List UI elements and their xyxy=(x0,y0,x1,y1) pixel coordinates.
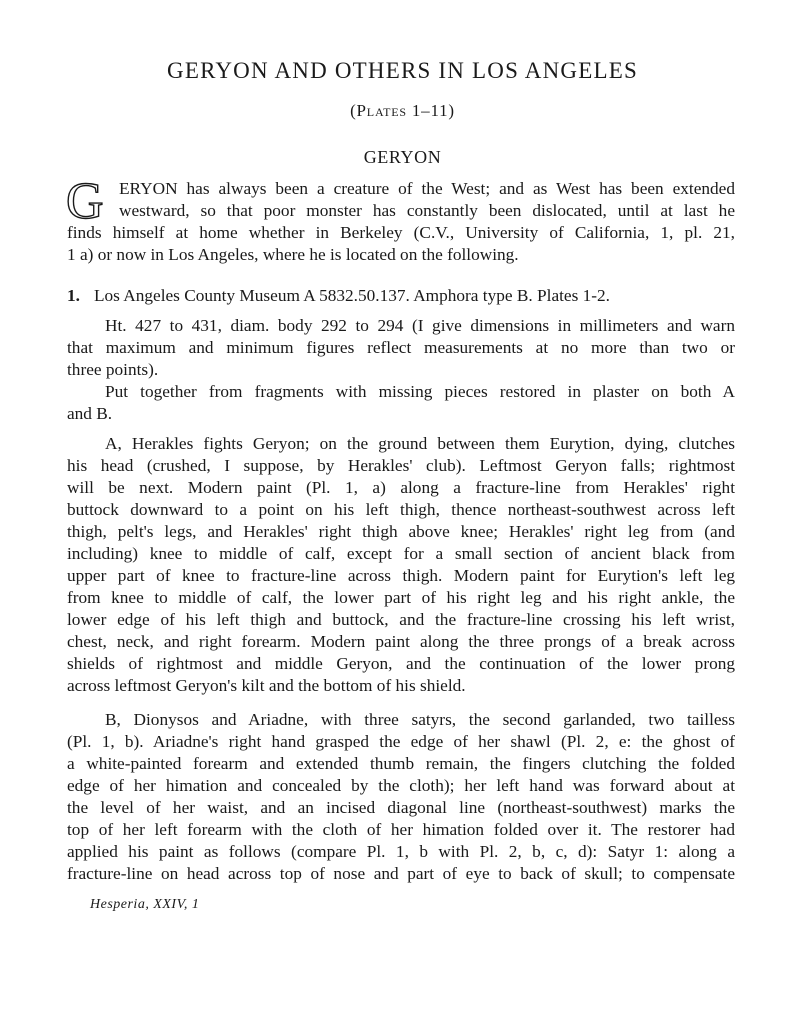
side-a-line: will be next. Modern paint (Pl. 1, a) along a fracture-line from Herakles' right xyxy=(67,478,735,497)
intro-line: finds himself at home whether in Berkeley (C.V., University of California, 1, pl. 21, xyxy=(67,223,735,242)
plates-reference: (Plates 1–11) xyxy=(350,101,455,120)
side-b-line: applied his paint as follows (compare Pl. 1, b with Pl. 2, b, c, d): Satyr 1: along a xyxy=(67,842,735,861)
side-b-line: a white-painted forearm and extended thumb remain, the fingers clutching the folded xyxy=(67,754,735,773)
side-b-line: (Pl. 1, b). Ariadne's right hand grasped the edge of her shawl (Pl. 2, e: the ghost of xyxy=(67,732,735,751)
side-a-line: A, Herakles fights Geryon; on the ground between them Eurytion, dying, clutches xyxy=(105,434,735,453)
side-b-line: the level of her waist, and an incised diagonal line (northeast-southwest) marks the xyxy=(67,798,735,817)
side-a-line: buttock downward to a point on his left thigh, thence northeast-southwest across left xyxy=(67,500,735,519)
fragments-line: Put together from fragments with missing pieces restored in plaster on both A xyxy=(105,382,735,401)
fragments-line: and B. xyxy=(67,404,113,423)
entry-number: 1. xyxy=(67,286,80,305)
dimensions-line: that maximum and minimum figures reflect measurements at no more than two or xyxy=(67,338,735,357)
intro-line: ERYON has always been a creature of the West; and as West has been extended xyxy=(119,179,735,198)
side-a-line: thigh, pelt's legs, and Herakles' right thigh above knee; Herakles' right leg from (and xyxy=(67,522,735,541)
article-title: GERYON AND OTHERS IN LOS ANGELES xyxy=(167,58,638,83)
side-b-line: B, Dionysos and Ariadne, with three satyrs, the second garlanded, two tailless xyxy=(105,710,735,729)
side-a-line: upper part of knee to fracture-line across thigh. Modern paint for Eurytion's left leg xyxy=(67,566,735,585)
drop-cap-letter: G xyxy=(66,176,104,222)
intro-line: westward, so that poor monster has constantly been dislocated, until at last he xyxy=(119,201,735,220)
side-a-line: across leftmost Geryon's kilt and the bottom of his shield. xyxy=(67,676,466,695)
journal-footer: Hesperia, XXIV, 1 xyxy=(90,897,200,912)
intro-line: 1 a) or now in Los Angeles, where he is located on the following. xyxy=(67,245,519,264)
drop-cap-ornament xyxy=(65,176,111,222)
side-a-line: from knee to middle of calf, the lower part of his right leg and his right ankle, the xyxy=(67,588,735,607)
side-b-line: edge of her himation and concealed by the cloth); her left hand was forward about at xyxy=(67,776,735,795)
side-b-line: fracture-line on head across top of nose and part of eye to back of skull; to compensate xyxy=(67,864,735,883)
entry-heading-text: Los Angeles County Museum A 5832.50.137. Amphora type B. Plates 1-2. xyxy=(93,286,610,305)
entry-heading xyxy=(67,285,735,307)
side-a-line: including) knee to middle of calf, except for a small section of ancient black from xyxy=(67,544,735,563)
side-a-line: shields of rightmost and middle Geryon, and the continuation of the lower prong xyxy=(67,654,735,673)
side-a-line: his head (crushed, I suppose, by Herakles' club). Leftmost Geryon falls; rightmost xyxy=(67,456,735,475)
side-b-line: top of her left forearm with the cloth of her himation folded over it. The restorer had xyxy=(67,820,735,839)
dimensions-line: three points). xyxy=(67,360,159,379)
side-a-line: lower edge of his left thigh and buttock, and the fracture-line crossing his left wrist, xyxy=(67,610,735,629)
dimensions-line: Ht. 427 to 431, diam. body 292 to 294 (I give dimensions in millimeters and warn xyxy=(105,316,735,335)
section-heading: GERYON xyxy=(363,147,442,167)
side-a-line: chest, neck, and right forearm. Modern paint along the three prongs of a break across xyxy=(67,632,735,651)
